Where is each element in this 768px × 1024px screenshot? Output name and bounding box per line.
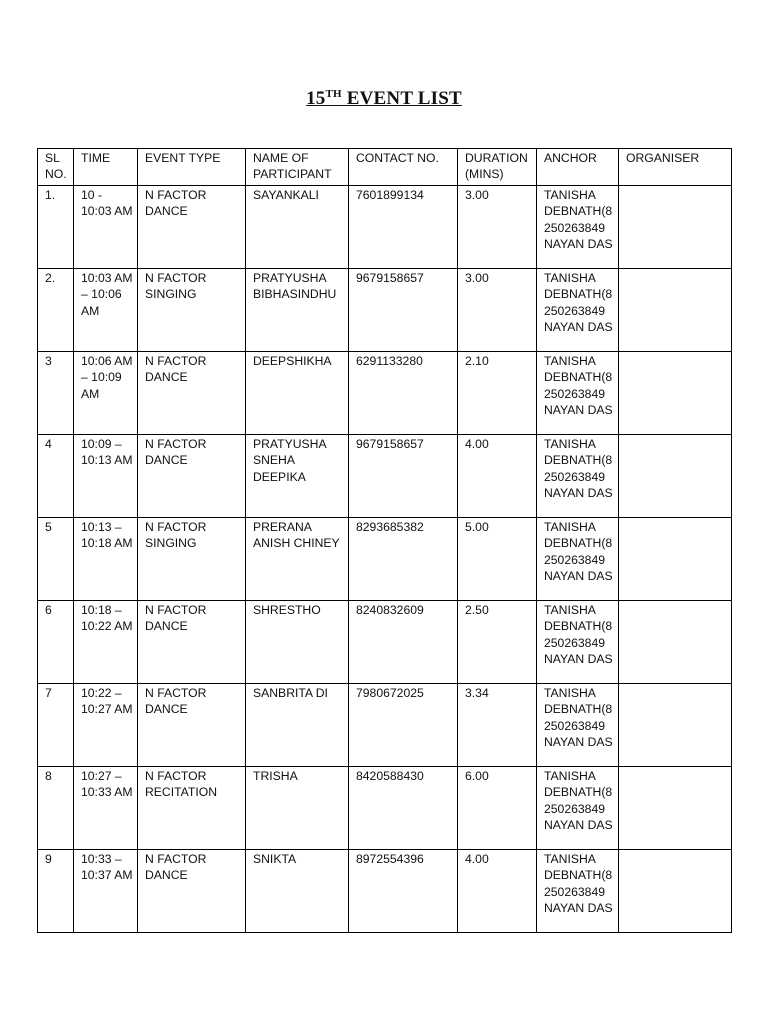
cell-event-type: N FACTOR DANCE [138, 186, 246, 269]
cell-event-type: N FACTOR DANCE [138, 435, 246, 518]
cell-contact: 8240832609 [349, 601, 458, 684]
cell-participant: PRERANA ANISH CHINEY [246, 518, 349, 601]
cell-event-type: N FACTOR RECITATION [138, 767, 246, 850]
cell-duration: 6.00 [458, 767, 537, 850]
cell-participant: SAYANKALI [246, 186, 349, 269]
table-row [38, 684, 732, 767]
cell-duration: 4.00 [458, 435, 537, 518]
anchor-line: 250263849 [544, 386, 606, 401]
anchor-line: TANISHA [544, 188, 596, 202]
cell-time: 10:09 – 10:13 AM [74, 435, 138, 518]
cell-anchor [537, 186, 619, 269]
table-row [38, 518, 732, 601]
cell-anchor [537, 518, 619, 601]
cell-organiser [619, 435, 732, 518]
title-superscript: TH [325, 88, 342, 100]
cell-participant: PRATYUSHA BIBHASINDHU [246, 269, 349, 352]
cell-sl: 9 [38, 850, 74, 933]
column-header-organiser: ORGANISER [619, 149, 732, 186]
anchor-line: 250263849 [544, 469, 606, 484]
anchor-line: DEBNATH(8 [544, 536, 613, 551]
cell-event-type: N FACTOR SINGING [138, 518, 246, 601]
cell-contact: 9679158657 [349, 435, 458, 518]
cell-sl: 6 [38, 601, 74, 684]
column-header-sl: SL NO. [38, 149, 74, 186]
anchor-line: TANISHA [544, 686, 596, 700]
cell-participant: SNIKTA [246, 850, 349, 933]
cell-event-type: N FACTOR DANCE [138, 684, 246, 767]
anchor-line: NAYAN DAS [544, 817, 613, 832]
anchor-line: NAYAN DAS [544, 734, 613, 749]
anchor-line: 250263849 [544, 718, 606, 733]
cell-organiser [619, 767, 732, 850]
cell-anchor [537, 435, 619, 518]
cell-duration: 2.10 [458, 352, 537, 435]
title-number: 15 [306, 88, 326, 109]
column-header-duration: DURATION (MINS) [458, 149, 537, 186]
cell-organiser [619, 352, 732, 435]
anchor-line: DEBNATH(8 [544, 619, 613, 634]
anchor-line: TANISHA [544, 354, 596, 368]
anchor-line: TANISHA [544, 520, 596, 534]
cell-time: 10:22 – 10:27 AM [74, 684, 138, 767]
table-row [38, 269, 732, 352]
cell-anchor [537, 269, 619, 352]
anchor-line: DEBNATH(8 [544, 370, 613, 385]
table-row [38, 186, 732, 269]
cell-duration: 4.00 [458, 850, 537, 933]
table-row [38, 850, 732, 933]
cell-contact: 8972554396 [349, 850, 458, 933]
cell-participant: TRISHA [246, 767, 349, 850]
cell-organiser [619, 684, 732, 767]
anchor-line: 250263849 [544, 801, 606, 816]
anchor-line: TANISHA [544, 437, 596, 451]
anchor-line: TANISHA [544, 852, 596, 866]
anchor-line: TANISHA [544, 603, 596, 617]
anchor-line: NAYAN DAS [544, 319, 613, 334]
cell-contact: 8420588430 [349, 767, 458, 850]
cell-organiser [619, 269, 732, 352]
table-row [38, 435, 732, 518]
anchor-line: 250263849 [544, 303, 606, 318]
cell-participant: PRATYUSHA SNEHA DEEPIKA [246, 435, 349, 518]
cell-organiser [619, 518, 732, 601]
column-header-contact: CONTACT NO. [349, 149, 458, 186]
cell-contact: 7601899134 [349, 186, 458, 269]
cell-time: 10:06 AM – 10:09 AM [74, 352, 138, 435]
anchor-line: NAYAN DAS [544, 651, 613, 666]
cell-time: 10:03 AM – 10:06 AM [74, 269, 138, 352]
anchor-line: 250263849 [544, 635, 606, 650]
cell-event-type: N FACTOR DANCE [138, 601, 246, 684]
anchor-line: NAYAN DAS [544, 900, 613, 915]
event-table [37, 148, 732, 933]
cell-contact: 6291133280 [349, 352, 458, 435]
cell-contact: 8293685382 [349, 518, 458, 601]
cell-contact: 7980672025 [349, 684, 458, 767]
cell-duration: 3.00 [458, 269, 537, 352]
cell-time: 10:33 – 10:37 AM [74, 850, 138, 933]
cell-duration: 3.34 [458, 684, 537, 767]
cell-participant: DEEPSHIKHA [246, 352, 349, 435]
cell-event-type: N FACTOR DANCE [138, 352, 246, 435]
anchor-line: TANISHA [544, 769, 596, 783]
anchor-line: NAYAN DAS [544, 568, 613, 583]
cell-sl: 5 [38, 518, 74, 601]
table-row [38, 352, 732, 435]
anchor-line: DEBNATH(8 [544, 785, 613, 800]
cell-sl: 4 [38, 435, 74, 518]
cell-duration: 2.50 [458, 601, 537, 684]
page-title [0, 88, 768, 110]
anchor-line: NAYAN DAS [544, 236, 613, 251]
anchor-line: DEBNATH(8 [544, 868, 613, 883]
cell-anchor [537, 601, 619, 684]
cell-duration: 5.00 [458, 518, 537, 601]
cell-organiser [619, 186, 732, 269]
anchor-line: 250263849 [544, 884, 606, 899]
anchor-line: DEBNATH(8 [544, 287, 613, 302]
title-text: EVENT LIST [341, 88, 462, 109]
column-header-time: TIME [74, 149, 138, 186]
cell-organiser [619, 850, 732, 933]
cell-sl: 1. [38, 186, 74, 269]
cell-participant: SANBRITA DI [246, 684, 349, 767]
cell-event-type: N FACTOR SINGING [138, 269, 246, 352]
cell-anchor [537, 767, 619, 850]
cell-anchor [537, 352, 619, 435]
anchor-line: NAYAN DAS [544, 402, 613, 417]
cell-time: 10:13 – 10:18 AM [74, 518, 138, 601]
cell-time: 10:18 – 10:22 AM [74, 601, 138, 684]
table-header-row [38, 149, 732, 186]
column-header-event-type: EVENT TYPE [138, 149, 246, 186]
cell-anchor [537, 684, 619, 767]
cell-sl: 8 [38, 767, 74, 850]
anchor-line: DEBNATH(8 [544, 453, 613, 468]
column-header-participant: NAME OF PARTICIPANT [246, 149, 349, 186]
cell-organiser [619, 601, 732, 684]
cell-time: 10:27 – 10:33 AM [74, 767, 138, 850]
anchor-line: 250263849 [544, 552, 606, 567]
anchor-line: DEBNATH(8 [544, 204, 613, 219]
column-header-anchor: ANCHOR [537, 149, 619, 186]
cell-anchor [537, 850, 619, 933]
anchor-line: TANISHA [544, 271, 596, 285]
cell-participant: SHRESTHO [246, 601, 349, 684]
anchor-line: NAYAN DAS [544, 485, 613, 500]
table-row [38, 601, 732, 684]
cell-event-type: N FACTOR DANCE [138, 850, 246, 933]
table-row [38, 767, 732, 850]
cell-sl: 2. [38, 269, 74, 352]
cell-contact: 9679158657 [349, 269, 458, 352]
cell-sl: 3 [38, 352, 74, 435]
cell-time: 10 - 10:03 AM [74, 186, 138, 269]
anchor-line: 250263849 [544, 220, 606, 235]
anchor-line: DEBNATH(8 [544, 702, 613, 717]
cell-sl: 7 [38, 684, 74, 767]
cell-duration: 3.00 [458, 186, 537, 269]
